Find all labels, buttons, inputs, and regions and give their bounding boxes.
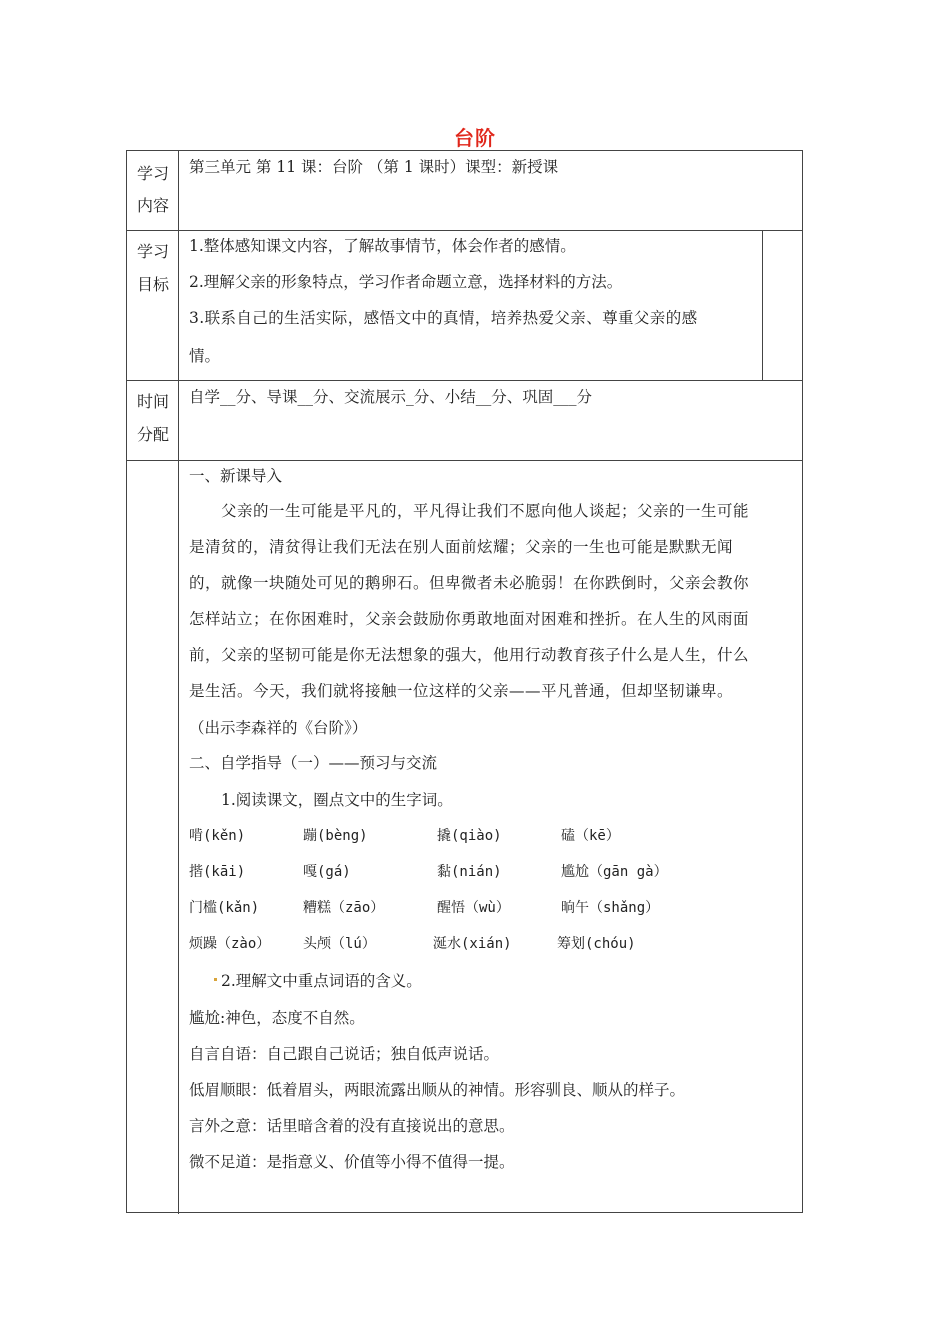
row-label-content-1: 学习 (136, 164, 169, 183)
intro-line: 怎样站立；在你困难时，父亲会鼓励你勇敢地面对困难和挫折。在人生的风雨面 (189, 610, 750, 628)
lesson-info: 第三单元 第 11 课：台阶 （第 1 课时）课型：新授课 (189, 158, 559, 176)
row-label-goals-2: 目标 (136, 275, 169, 294)
row-label-content-2: 内容 (136, 196, 169, 215)
row-divider (127, 380, 802, 381)
row-label-time-1: 时间 (136, 392, 169, 411)
row-divider (127, 460, 802, 461)
section-heading: 二、自学指导（一）——预习与交流 (189, 754, 438, 772)
vocab-word: 糟糕（zāo） (303, 900, 385, 916)
goal-item: 1.整体感知课文内容，了解故事情节，体会作者的感情。 (189, 237, 576, 255)
time-allocation: 自学__分、导课__分、交流展示_分、小结__分、巩固___分 (189, 388, 593, 406)
vocab-word: 涎水(xián) (433, 936, 512, 952)
vocab-word: 晌午（shǎng） (561, 900, 660, 916)
row-divider (127, 230, 802, 231)
intro-source: （出示李森祥的《台阶》） (189, 719, 368, 737)
vocab-word: 蹦(bèng) (303, 828, 368, 844)
vocab-word: 醒悟（wù） (437, 900, 510, 916)
vocab-word: 啃(kěn) (189, 828, 246, 844)
intro-line: 父亲的一生可能是平凡的，平凡得让我们不愿向他人谈起；父亲的一生可能 (221, 502, 750, 520)
column-divider (762, 230, 763, 380)
vocab-word: 烦躁（zào） (189, 936, 271, 952)
lesson-table (126, 150, 803, 1213)
vocab-word: 揩(kāi) (189, 864, 246, 880)
section-heading: 一、新课导入 (189, 467, 283, 485)
goal-item: 2.理解父亲的形象特点，学习作者命题立意，选择材料的方法。 (189, 273, 623, 291)
mark-dot (214, 978, 217, 981)
vocab-word: 磕（kē） (561, 828, 620, 844)
intro-line: 是清贫的，清贫得让我们无法在别人面前炫耀；父亲的一生也可能是默默无闻 (189, 538, 734, 556)
definition: 微不足道：是指意义、价值等小得不值得一提。 (189, 1153, 515, 1171)
definition: 尴尬:神色，态度不自然。 (189, 1009, 365, 1027)
definition: 低眉顺眼：低着眉头，两眼流露出顺从的神情。形容驯良、顺从的样子。 (189, 1081, 686, 1099)
vocab-word: 头颅（lú） (303, 936, 376, 952)
vocab-word: 撬(qiào) (437, 828, 502, 844)
vocab-word: 黏(nián) (437, 864, 502, 880)
definition: 自言自语：自己跟自己说话；独自低声说话。 (189, 1045, 500, 1063)
vocab-word: 嘎(gá) (303, 864, 351, 880)
goal-item: 3.联系自己的生活实际，感悟文中的真情，培养热爱父亲、尊重父亲的感 (189, 309, 698, 327)
vocab-word: 筹划(chóu) (557, 936, 636, 952)
column-divider (178, 151, 179, 1214)
step-heading: 1.阅读课文，圈点文中的生字词。 (221, 791, 453, 809)
intro-line: 的，就像一块随处可见的鹅卵石。但卑微者未必脆弱！在你跌倒时，父亲会教你 (189, 574, 750, 592)
definition: 言外之意：话里暗含着的没有直接说出的意思。 (189, 1117, 515, 1135)
intro-line: 是生活。今天，我们就将接触一位这样的父亲——平凡普通，但却坚韧谦卑。 (189, 682, 734, 700)
intro-line: 前，父亲的坚韧可能是你无法想象的强大，他用行动教育孩子什么是人生，什么 (189, 646, 750, 664)
vocab-word: 门槛(kǎn) (189, 900, 260, 916)
row-label-time-2: 分配 (136, 425, 169, 444)
page-title: 台阶 (454, 126, 496, 150)
row-label-goals-1: 学习 (136, 242, 169, 261)
goal-item: 情。 (189, 347, 221, 365)
vocab-word: 尴尬（gān gà） (561, 864, 668, 880)
step-heading: 2.理解文中重点词语的含义。 (221, 972, 422, 990)
